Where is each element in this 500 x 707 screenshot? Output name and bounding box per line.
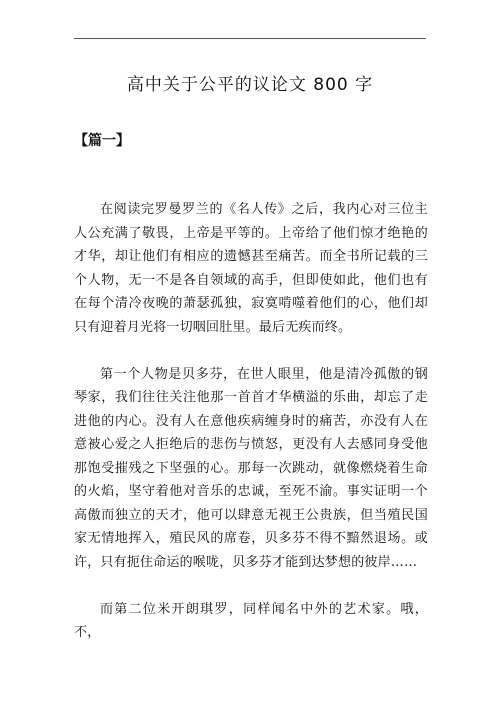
paragraph-3: 而第二位米开朗琪罗，同样闻名中外的艺术家。哦，不，	[74, 601, 428, 640]
paragraph-1: 在阅读完罗曼罗兰的《名人传》之后，我内心对三位主人公充满了敬畏，上帝是平等的。上帝给了他们惊才绝艳的才华，却让他们有相应的遗憾甚至痛苦。而全书所记载的三个人物，无一不是各自领域的高手，但即使如此，他们也有在每个清冷夜晚的萧瑟孤独，寂寞啃噬着他们的心，他们却只有迎着月光将一切咽回肚里。最后无疾而终。	[74, 202, 428, 335]
document-title: 高中关于公平的议论文 800 字	[126, 75, 374, 95]
header-rule	[74, 38, 426, 39]
paragraph-2: 第一个人物是贝多芬，在世人眼里，他是清冷孤傲的钢琴家，我们往往关注他那一首首才华横溢的乐曲，却忘了走进他的内心。没有人在意他疾病缠身时的痛苦，亦没有人在意被心爱之人拒绝后的悲伤与愤怒，更没有人去感同身受他那饱受摧残之下坚强的心。那每一次跳动，就像燃烧着生命的火焰，坚守着他对音乐的忠诚，至死不渝。事实证明一个高傲而独立的天才，他可以肆意无视王公贵族，但当殖民国家无情地挥入，殖民风的席卷，贝多芬不得不黯然退场。或许，只有扼住命运的喉咙，贝多芬才能到达梦想的彼岸……	[74, 366, 428, 570]
document-body	[74, 198, 428, 668]
section-label: 【篇一】	[74, 133, 130, 149]
